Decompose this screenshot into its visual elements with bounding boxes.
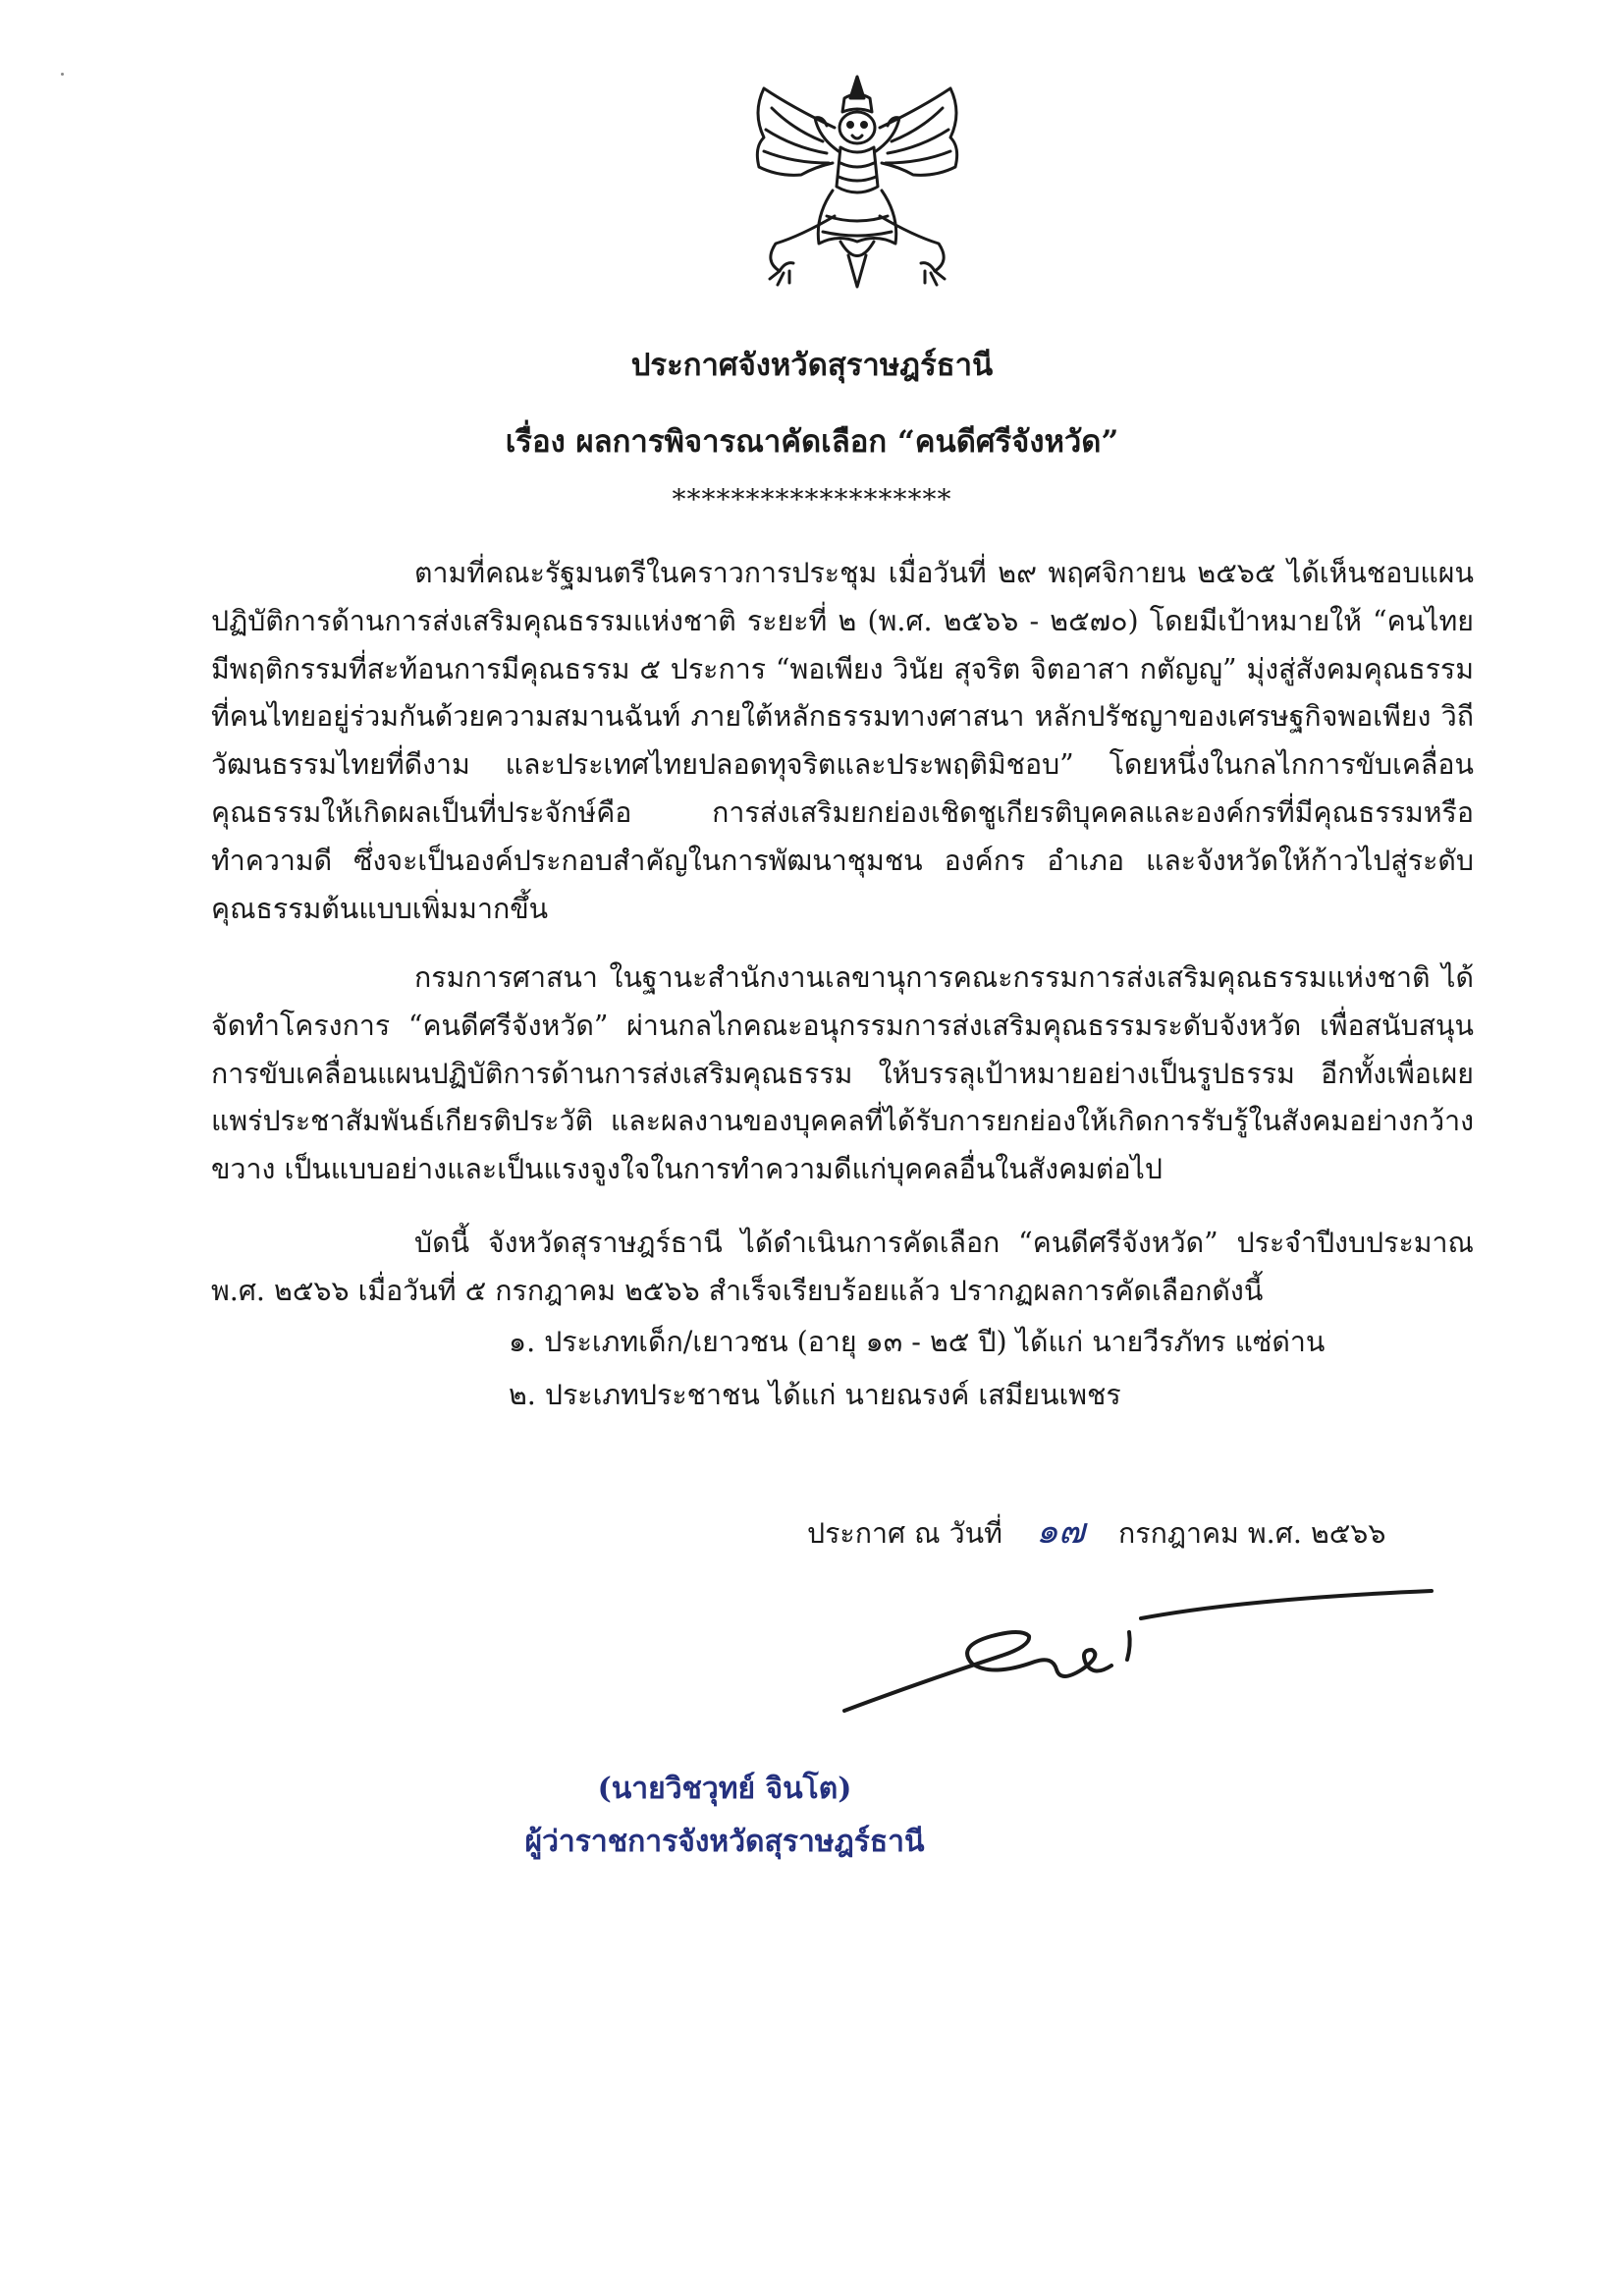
- garuda-emblem-icon: [725, 69, 990, 304]
- body-paragraph: บัดนี้ จังหวัดสุราษฎร์ธานี ได้ดำเนินการคัดเลือก “คนดีศรีจังหวัด” ประจำปีงบประมาณ พ.ศ. ๒๕๖๖ เมื่อวันที่ ๕ กรกฎาคม ๒๕๖๖ สำเร็จเรียบร้อยแล้ว ปรากฏผลการคัดเลือกดังนี้: [211, 1227, 1474, 1307]
- body-paragraph: ตามที่คณะรัฐมนตรีในคราวการประชุม เมื่อวันที่ ๒๙ พฤศจิกายน ๒๕๖๕ ได้เห็นชอบแผนปฏิบัติการด้านการส่งเสริมคุณธรรมแห่งชาติ ระยะที่ ๒ (พ.ศ. ๒๕๖๖ - ๒๕๗๐) โดยมีเป้าหมายให้ “คนไทยมีพฤติกรรมที่สะท้อนการมีคุณธรรม ๕ ประการ “พอเพียง วินัย สุจริต จิตอาสา กตัญญู” มุ่งสู่สังคมคุณธรรมที่คนไทยอยู่ร่วมกันด้วยความสมานฉันท์ ภายใต้หลักธรรมทางศาสนา หลักปรัชญาของเศรษฐกิจพอเพียง วิถีวัฒนธรรมไทยที่ดีงาม และประเทศไทยปลอดทุจริตและประพฤติมิชอบ” โดยหนึ่งในกลไกการขับเคลื่อนคุณธรรมให้เกิดผลเป็นที่ประจักษ์คือ การส่งเสริมยกย่องเชิดชูเกียรติบุคคลและองค์กรที่มีคุณธรรมหรือทำความดี ซึ่งจะเป็นองค์ประกอบสำคัญในการพัฒนาชุมชน องค์กร อำเภอ และจังหวัดให้ก้าวไปสู่ระดับคุณธรรมต้นแบบเพิ่มมากขึ้น: [211, 557, 1474, 925]
- announcement-title: ประกาศจังหวัดสุราษฎร์ธานี: [630, 348, 994, 383]
- announcement-date: [807, 1503, 1385, 1558]
- scan-speck: [61, 73, 64, 76]
- signature-icon: [835, 1571, 1443, 1768]
- signer-title: ผู้ว่าราชการจังหวัดสุราษฎร์ธานี: [524, 1825, 925, 1859]
- date-day-handwritten: ๑๗: [1035, 1511, 1085, 1552]
- announcement-subject: เรื่อง ผลการพิจารณาคัดเลือก “คนดีศรีจังหวัด”: [505, 424, 1119, 460]
- date-month-year: กรกฎาคม พ.ศ. ๒๕๖๖: [1118, 1517, 1386, 1550]
- result-item: ๒. ประเภทประชาชน ได้แก่ นายณรงค์ เสมียนเพชร: [509, 1379, 1121, 1411]
- date-prefix: ประกาศ ณ วันที่: [807, 1517, 1002, 1550]
- body-paragraph: กรมการศาสนา ในฐานะสำนักงานเลขานุการคณะกรรมการส่งเสริมคุณธรรมแห่งชาติ ได้จัดทำโครงการ “คนดีศรีจังหวัด” ผ่านกลไกคณะอนุกรรมการส่งเสริมคุณธรรมระดับจังหวัด เพื่อสนับสนุนการขับเคลื่อนแผนปฏิบัติการด้านการส่งเสริมคุณธรรม ให้บรรลุเป้าหมายอย่างเป็นรูปธรรม อีกทั้งเพื่อเผยแพร่ประชาสัมพันธ์เกียรติประวัติ และผลงานของบุคคลที่ได้รับการยกย่องให้เกิดการรับรู้ในสังคมอย่างกว้างขวาง เป็นแบบอย่างและเป็นแรงจูงใจในการทำความดีแก่บุคคลอื่นในสังคมต่อไป: [211, 961, 1474, 1186]
- separator-line: *******************: [672, 483, 952, 516]
- signer-name: (นายวิชวุทย์ จินโต): [597, 1772, 852, 1806]
- result-item: ๑. ประเภทเด็ก/เยาวชน (อายุ ๑๓ - ๒๕ ปี) ได้แก่ นายวีรภัทร แซ่ด่าน: [509, 1326, 1326, 1358]
